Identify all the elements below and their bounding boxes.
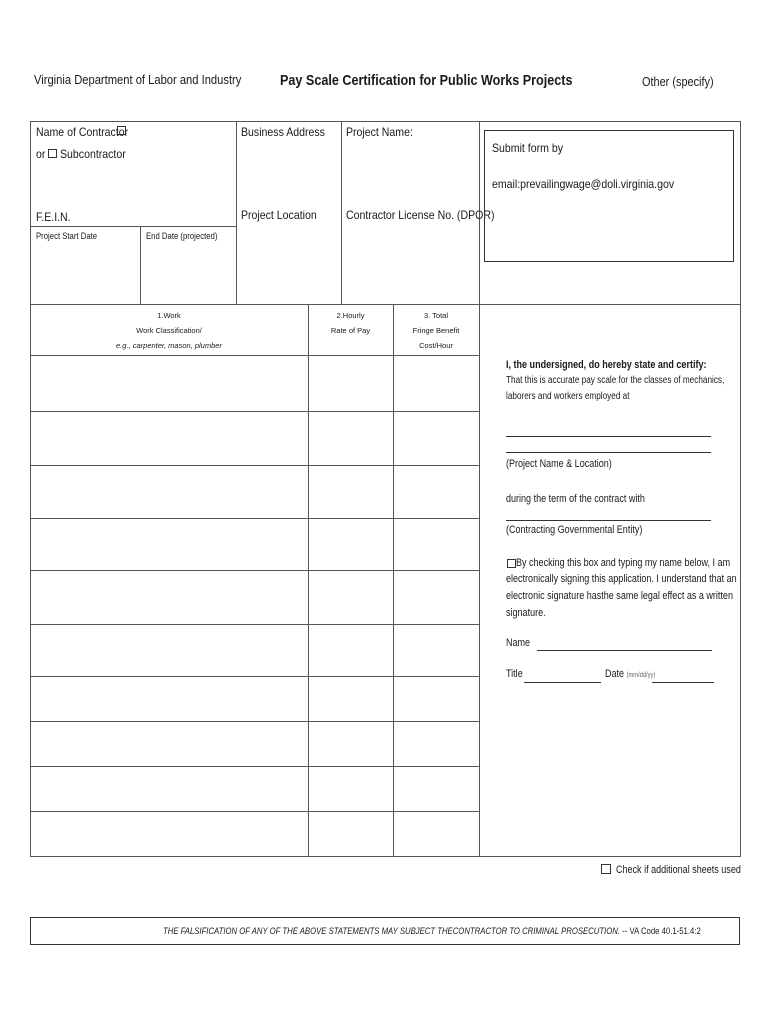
business-address-label: Business Address <box>241 125 325 139</box>
other-specify: Other (specify) <box>642 74 714 89</box>
additional-sheets-label: Check if additional sheets used <box>616 864 741 876</box>
name-field[interactable] <box>537 650 712 651</box>
title-label: Title <box>506 668 523 680</box>
fein-label: F.E.I.N. <box>36 210 71 224</box>
date-hint: (mm/dd/yy) <box>626 672 656 679</box>
additional-sheets-checkbox[interactable] <box>601 864 611 874</box>
subcontractor-checkbox[interactable] <box>48 149 57 158</box>
cert-heading: I, the undersigned, do hereby state and certify: <box>506 359 707 371</box>
esign-line3: electronic signature hasthe same legal effect as a written <box>506 590 733 602</box>
date-field[interactable] <box>652 682 714 683</box>
project-caption: (Project Name & Location) <box>506 458 612 470</box>
submit-email: email:prevailingwage@doli.virginia.gov <box>492 177 675 191</box>
col-hourly-rate: 2.Hourly Rate of Pay <box>330 311 371 335</box>
end-date-label: End Date (projected) <box>146 231 218 241</box>
esign-line4: signature. <box>506 607 546 619</box>
form-title: Pay Scale Certification for Public Works Projects <box>280 72 573 89</box>
subcontractor-label: or <box>36 147 46 161</box>
project-location-label: Project Location <box>241 208 317 222</box>
footer-citation: -- VA Code 40.1-51.4:2 <box>622 926 701 936</box>
name-label: Name <box>506 637 531 649</box>
contractor-license-label: Contractor License No. (DPOR) <box>346 208 495 222</box>
cert-line2: laborers and workers employed at <box>506 391 630 402</box>
agency-name: Virginia Department of Labor and Industry <box>34 72 242 87</box>
entity-line[interactable] <box>506 520 711 521</box>
entity-caption: (Contracting Governmental Entity) <box>506 524 643 536</box>
esign-line1: By checking this box and typing my name below, I am <box>516 557 731 569</box>
col-fringe-benefit: 3. Total Fringe Benefit Cost/Hour <box>412 311 460 350</box>
name-of-contractor-label: Name of Contractor <box>36 125 129 139</box>
project-line-2[interactable] <box>506 452 711 453</box>
project-line-1[interactable] <box>506 436 711 437</box>
term-label: during the term of the contract with <box>506 493 645 505</box>
project-start-date-label: Project Start Date <box>36 231 98 241</box>
footer-warning: THE FALSIFICATION OF ANY OF THE ABOVE STATEMENTS MAY SUBJECT THECONTRACTOR TO CRIMINAL PROSECUTION. -- VA Code 40.1-51.4:2 <box>163 926 701 936</box>
esign-checkbox[interactable] <box>507 559 516 568</box>
esign-line2: electronically signing this application. I understand that an <box>506 573 737 585</box>
col-work-classification: 1.Work Work Classification/ e.g., carpenter, mason, plumber <box>116 311 222 350</box>
cert-line1: That this is accurate pay scale for the classes of mechanics, <box>506 375 725 386</box>
submit-line1: Submit form by <box>492 141 564 155</box>
contractor-checkbox[interactable] <box>117 126 126 135</box>
date-label: Date (mm/dd/yy) <box>605 668 656 680</box>
title-field[interactable] <box>524 682 601 683</box>
subcontractor-text: Subcontractor <box>60 147 126 161</box>
project-name-label: Project Name: <box>346 125 413 139</box>
